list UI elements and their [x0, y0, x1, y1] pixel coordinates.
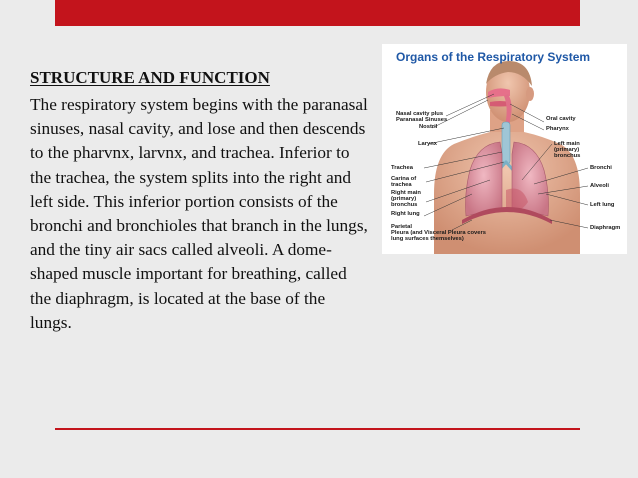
label-alveoli: Alveoli [590, 183, 610, 189]
label-left-lung: Left lung [590, 202, 615, 208]
label-diaphragm: Diaphragm [590, 225, 621, 231]
label-nostril: Nostril [419, 124, 438, 130]
bottom-accent-line [55, 428, 580, 430]
label-parietal-pleura: Parietal Pleura (and Visceral Pleura covers lung surfaces themselves) [391, 224, 486, 243]
label-right-main-bronchus: Right main (primary) bronchus [391, 190, 421, 209]
label-nasal-cavity: Nasal cavity plus Paranasal Sinuses [396, 111, 448, 124]
anatomy-illustration [382, 44, 627, 254]
label-left-main-bronchus: Left main (primary) bronchus [554, 141, 581, 160]
label-oral-cavity: Oral cavity [546, 116, 576, 122]
top-accent-bar [55, 0, 580, 26]
ear-shape [526, 87, 534, 101]
label-larynx: Larynx [418, 141, 438, 147]
respiratory-diagram [382, 44, 627, 254]
label-pharynx: Pharynx [546, 126, 569, 132]
label-bronchi: Bronchi [590, 165, 612, 171]
label-right-lung: Right lung [391, 211, 420, 217]
label-trachea: Trachea [391, 165, 413, 171]
figure-title: Organs of the Respiratory System [396, 50, 591, 64]
section-heading: STRUCTURE AND FUNCTION [30, 68, 270, 87]
label-carina: Carina of trachea [391, 176, 417, 189]
body-paragraph: The respiratory system begins with the paranasal sinuses, nasal cavity, and lose and then descends to the pharvnx, larvnx, and trachea. Inferior to the trachea, the system splits into the right and left side. This inferior portion consists of the bronchi and bronchioles that branch in the lungs, and the tiny air sacs called alveoli. A dome-shaped muscle important for breathing, called the diaphragm, is located at the base of the lungs. [30, 95, 368, 332]
